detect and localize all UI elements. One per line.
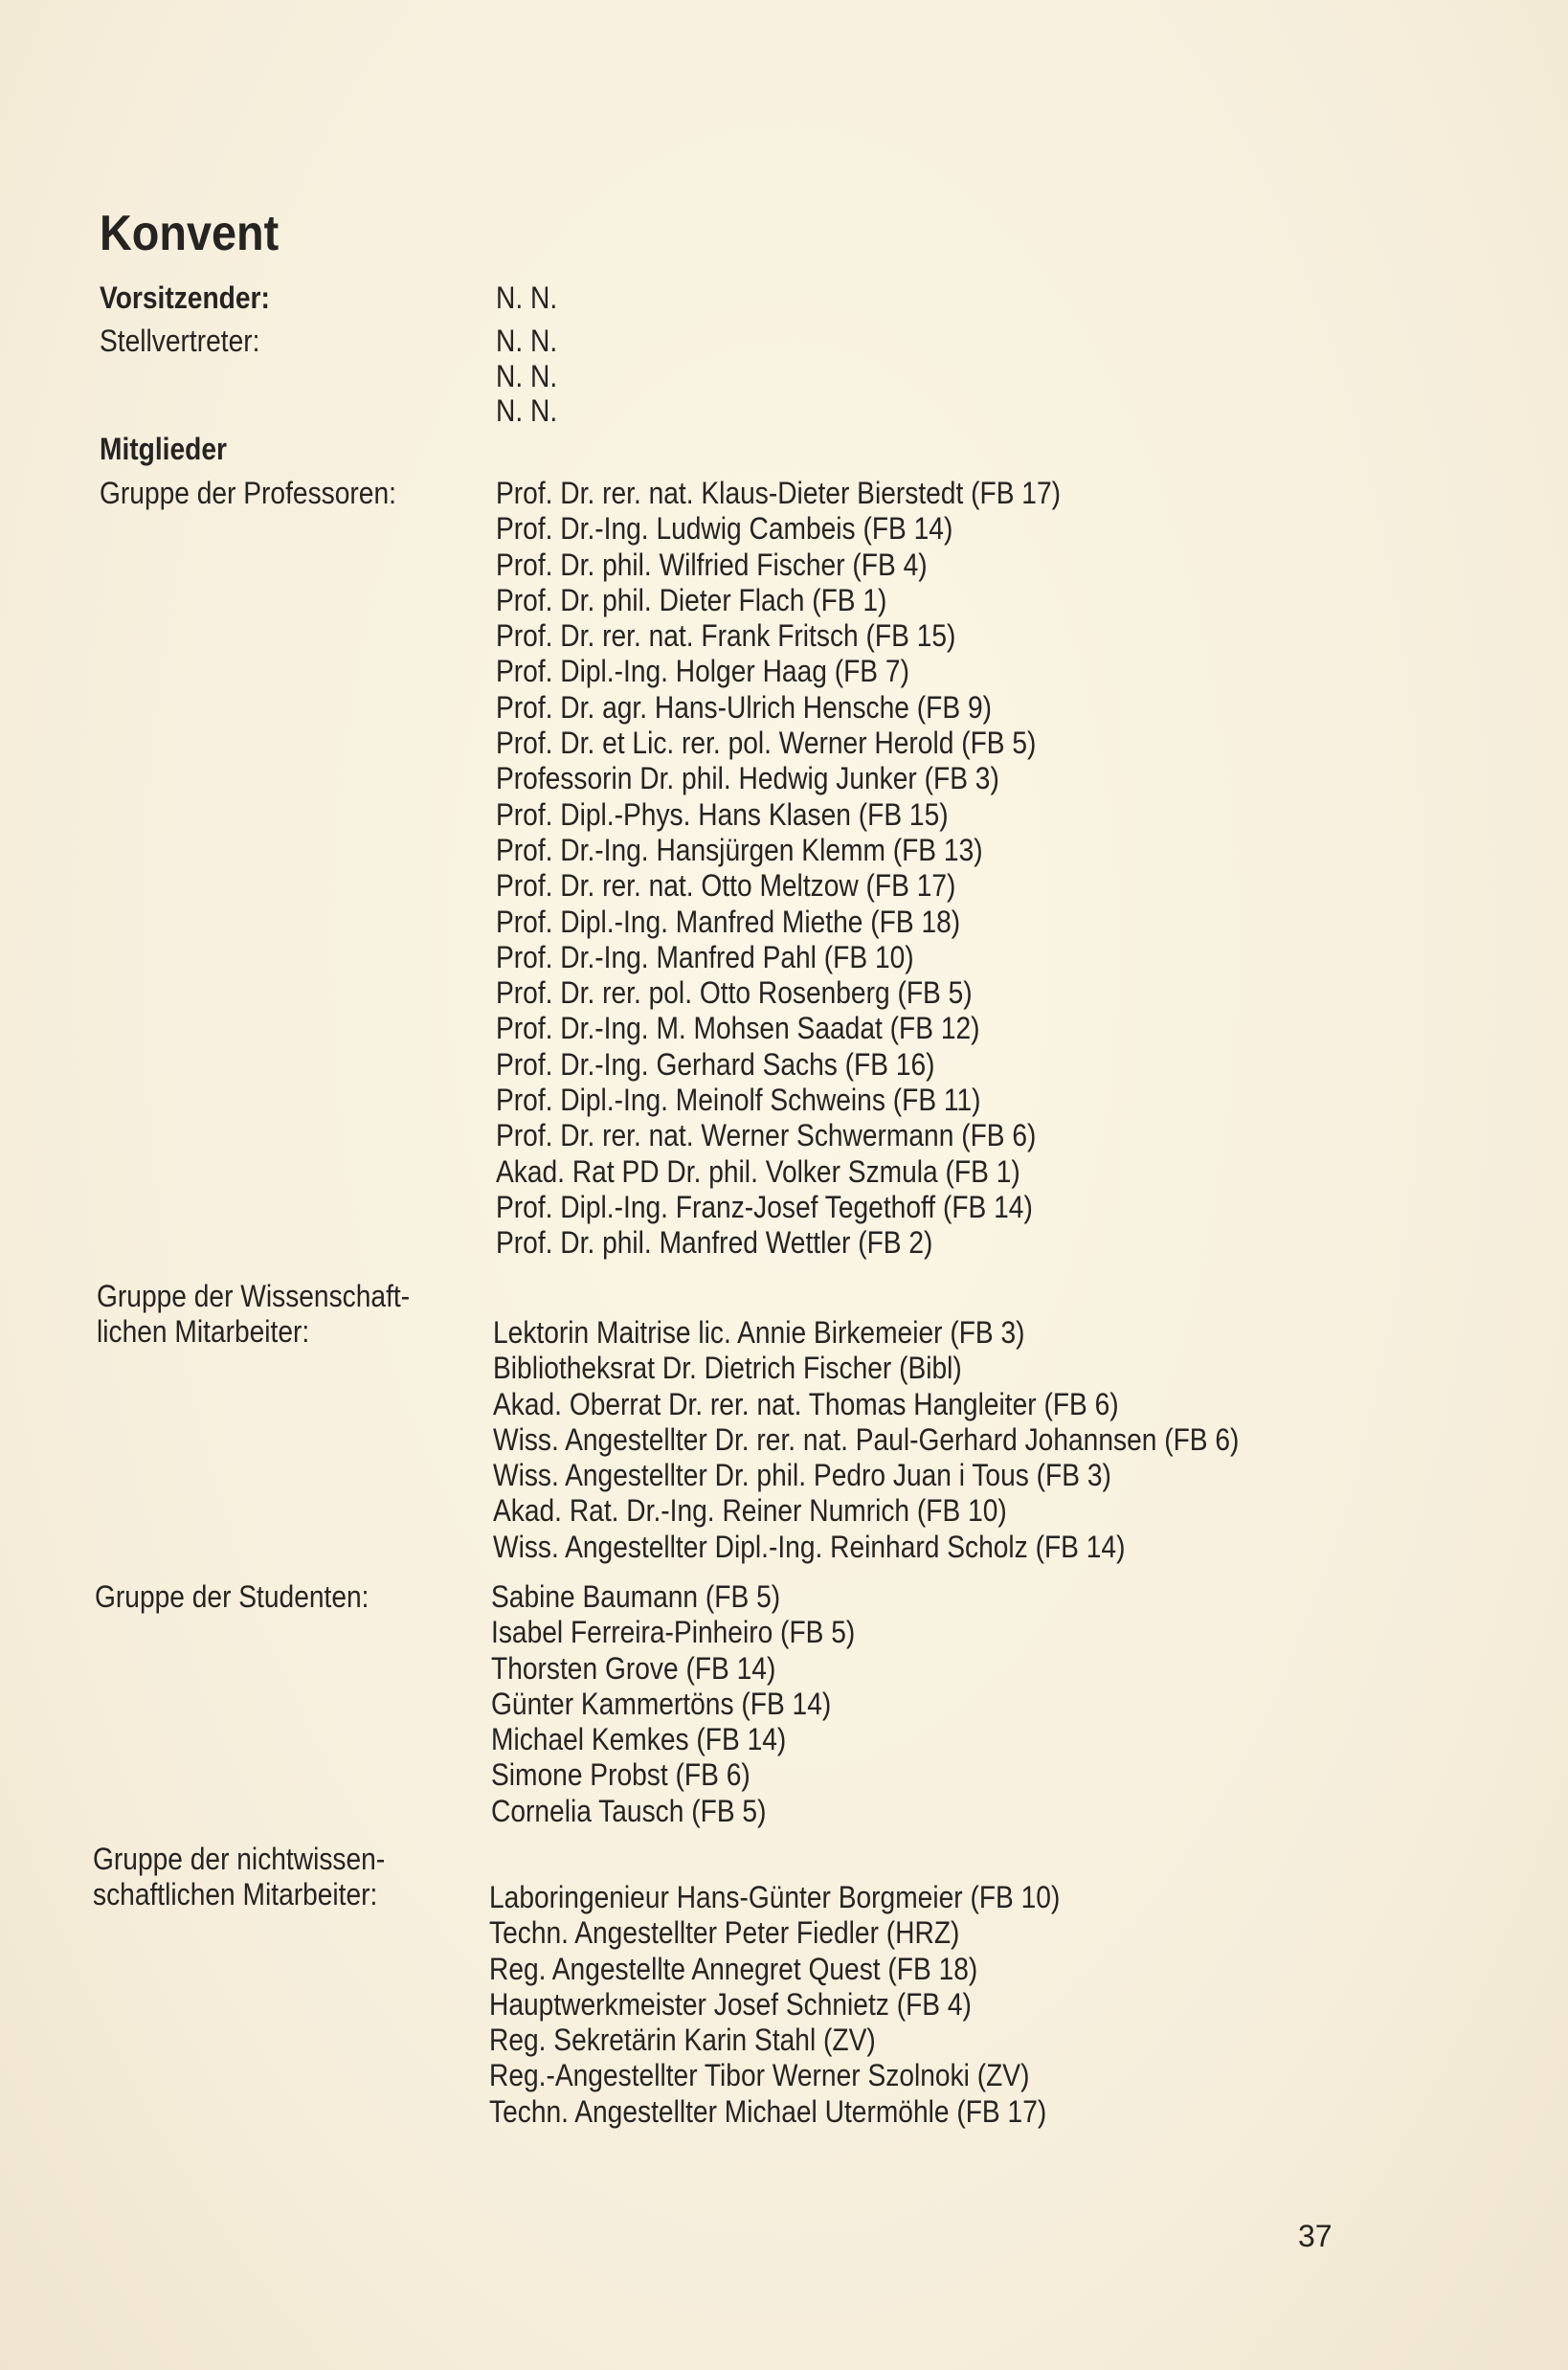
- member-item: Hauptwerkmeister Josef Schnietz (FB 4): [489, 1986, 972, 2022]
- vorsitzender-value: N. N.: [496, 280, 558, 315]
- member-item: Prof. Dr. phil. Manfred Wettler (FB 2): [496, 1225, 933, 1261]
- member-item: Sabine Baumann (FB 5): [491, 1579, 781, 1614]
- member-item: Günter Kammertöns (FB 14): [491, 1686, 832, 1721]
- list-item: N. N.: [496, 324, 558, 358]
- member-item: Reg. Angestellte Annegret Quest (FB 18): [489, 1951, 978, 1986]
- member-item: Prof. Dr.-Ing. Hansjürgen Klemm (FB 13): [496, 832, 983, 867]
- member-item: Prof. Dr. phil. Wilfried Fischer (FB 4): [496, 547, 928, 582]
- member-item: Akad. Oberrat Dr. rer. nat. Thomas Hangleiter (FB 6): [493, 1386, 1119, 1421]
- member-item: Isabel Ferreira-Pinheiro (FB 5): [491, 1615, 856, 1650]
- mitglieder-heading: Mitglieder: [100, 432, 227, 466]
- wiss-list: [493, 1315, 1239, 1565]
- member-item: Prof. Dr. rer. nat. Frank Fritsch (FB 15): [496, 618, 956, 654]
- label-line: lichen Mitarbeiter:: [97, 1314, 310, 1350]
- member-item: Prof. Dr.-Ing. Manfred Pahl (FB 10): [496, 939, 914, 974]
- member-item: Prof. Dipl.-Ing. Meinolf Schweins (FB 11): [496, 1083, 981, 1118]
- member-item: Prof. Dr. et Lic. rer. pol. Werner Herold (FB 5): [496, 726, 1037, 761]
- member-item: Reg. Sekretärin Karin Stahl (ZV): [489, 2023, 876, 2058]
- list-item: N. N.: [496, 359, 558, 394]
- member-item: Wiss. Angestellter Dipl.-Ing. Reinhard Scholz (FB 14): [493, 1529, 1126, 1564]
- group-label-nichtwiss: [93, 1842, 385, 1913]
- label-line: Gruppe der nichtwissen-: [93, 1842, 386, 1876]
- member-item: Lektorin Maitrise lic. Annie Birkemeier (FB 3): [493, 1315, 1025, 1350]
- page-number: 37: [1298, 2219, 1333, 2253]
- member-item: Akad. Rat PD Dr. phil. Volker Szmula (FB 1): [496, 1153, 1020, 1189]
- stellvertreter-label: Stellvertreter:: [100, 324, 260, 358]
- member-item: Prof. Dr. rer. nat. Werner Schwermann (FB 6): [496, 1118, 1037, 1153]
- member-item: Prof. Dr.-Ing. Ludwig Cambeis (FB 14): [496, 511, 953, 547]
- member-item: Laboringenieur Hans-Günter Borgmeier (FB 10): [489, 1880, 1061, 1914]
- member-item: Reg.-Angestellter Tibor Werner Szolnoki (ZV): [489, 2058, 1030, 2093]
- member-item: Michael Kemkes (FB 14): [491, 1722, 787, 1757]
- member-item: Prof. Dr.-Ing. Gerhard Sachs (FB 16): [496, 1046, 935, 1082]
- member-item: Prof. Dipl.-Ing. Manfred Miethe (FB 18): [496, 904, 961, 939]
- member-item: Wiss. Angestellter Dr. phil. Pedro Juan i Tous (FB 3): [493, 1458, 1111, 1493]
- label-line: schaftlichen Mitarbeiter:: [93, 1877, 378, 1912]
- stellvertreter-list: [496, 324, 557, 430]
- group-label-wiss: [97, 1279, 410, 1351]
- member-item: Techn. Angestellter Michael Utermöhle (FB 17): [489, 2093, 1047, 2129]
- member-item: Prof. Dipl.-Ing. Franz-Josef Tegethoff (FB 14): [496, 1189, 1033, 1224]
- label-line: Gruppe der Wissenschaft-: [97, 1279, 411, 1313]
- member-item: Cornelia Tausch (FB 5): [491, 1793, 767, 1828]
- member-item: Prof. Dipl.-Phys. Hans Klasen (FB 15): [496, 796, 949, 832]
- studenten-list: [491, 1579, 855, 1829]
- page-title: Konvent: [100, 206, 280, 261]
- member-item: Wiss. Angestellter Dr. rer. nat. Paul-Gerhard Johannsen (FB 6): [493, 1421, 1240, 1457]
- member-item: Prof. Dr. rer. nat. Klaus-Dieter Bierstedt (FB 17): [496, 476, 1061, 510]
- member-item: Techn. Angestellter Peter Fiedler (HRZ): [489, 1915, 960, 1951]
- member-item: Professorin Dr. phil. Hedwig Junker (FB 3): [496, 761, 999, 796]
- member-item: Prof. Dr. rer. nat. Otto Meltzow (FB 17): [496, 868, 956, 904]
- member-item: Bibliotheksrat Dr. Dietrich Fischer (Bibl): [493, 1351, 962, 1386]
- professoren-list: [496, 476, 1061, 1262]
- member-item: Prof. Dr. agr. Hans-Ulrich Hensche (FB 9): [496, 689, 992, 725]
- member-item: Prof. Dr. phil. Dieter Flach (FB 1): [496, 582, 887, 617]
- vorsitzender-label: Vorsitzender:: [100, 280, 270, 315]
- group-label-studenten: Gruppe der Studenten:: [95, 1579, 370, 1614]
- member-item: Thorsten Grove (FB 14): [491, 1650, 776, 1686]
- member-item: Akad. Rat. Dr.-Ing. Reiner Numrich (FB 10): [493, 1493, 1007, 1529]
- group-label-professoren: Gruppe der Professoren:: [100, 476, 396, 510]
- member-item: Simone Probst (FB 6): [491, 1757, 750, 1793]
- member-item: Prof. Dr. rer. pol. Otto Rosenberg (FB 5): [496, 975, 973, 1011]
- member-item: Prof. Dr.-Ing. M. Mohsen Saadat (FB 12): [496, 1011, 980, 1046]
- list-item: N. N.: [496, 393, 558, 429]
- nichtwiss-list: [489, 1880, 1060, 2130]
- member-item: Prof. Dipl.-Ing. Holger Haag (FB 7): [496, 654, 909, 689]
